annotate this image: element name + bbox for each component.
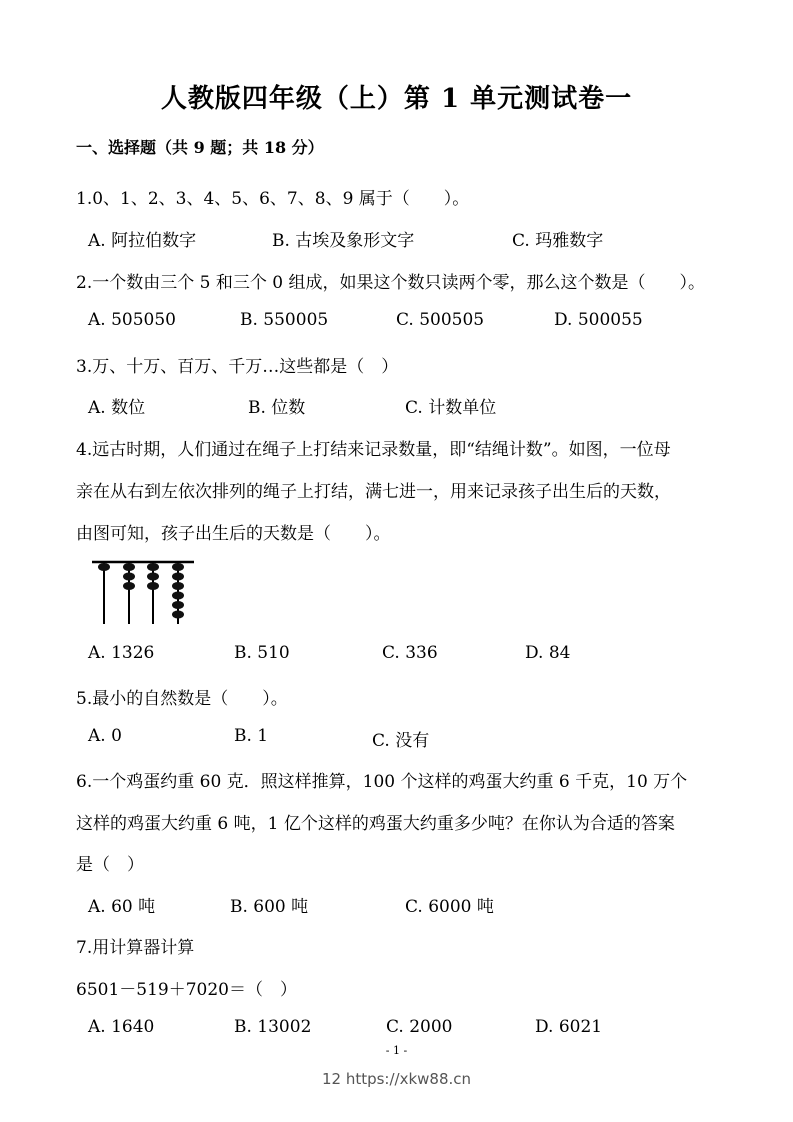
q6-option-c: C. 6000 吨 xyxy=(405,897,494,917)
question-2-stem: 2.一个数由三个 5 和三个 0 组成，如果这个数只读两个零，那么这个数是（ ）。 xyxy=(76,273,705,293)
question-4-stem-line-2: 亲在从右到左依次排列的绳子上打结，满七进一，用来记录孩子出生后的天数， xyxy=(76,482,671,502)
q7-option-b: B. 13002 xyxy=(234,1017,312,1037)
q3-option-b: B. 位数 xyxy=(248,398,306,418)
q2-option-c: C. 500505 xyxy=(396,310,485,330)
page-number: - 1 - xyxy=(385,1044,408,1057)
question-3-stem: 3.万、十万、百万、千万…这些都是（ ） xyxy=(76,357,399,377)
knot xyxy=(172,563,184,571)
q1-option-a: A. 阿拉伯数字 xyxy=(88,231,197,251)
q7-option-c: C. 2000 xyxy=(386,1017,453,1037)
q7-option-a: A. 1640 xyxy=(88,1017,155,1037)
q6-option-a: A. 60 吨 xyxy=(88,897,156,917)
q1-option-c: C. 玛雅数字 xyxy=(512,231,604,251)
knot xyxy=(172,573,184,581)
footer-watermark: 12 https://xkw88.cn xyxy=(321,1070,472,1088)
question-7-expression: 6501－519＋7020＝（ ） xyxy=(76,980,297,1000)
q4-option-b: B. 510 xyxy=(234,643,290,663)
question-6-stem-line-1: 6.一个鸡蛋约重 60 克．照这样推算，100 个这样的鸡蛋大约重 6 千克，10 万个 xyxy=(76,772,688,792)
q2-option-b: B. 550005 xyxy=(240,310,329,330)
q4-option-d: D. 84 xyxy=(525,643,571,663)
q5-option-c: C. 没有 xyxy=(372,731,430,751)
knot xyxy=(123,563,135,571)
q4-option-c: C. 336 xyxy=(382,643,438,663)
knot xyxy=(98,563,110,571)
q5-option-a: A. 0 xyxy=(88,726,122,746)
page-title: 人教版四年级（上）第 1 单元测试卷一 xyxy=(160,84,633,114)
q2-option-d: D. 500055 xyxy=(554,310,643,330)
knot xyxy=(172,592,184,600)
knot xyxy=(147,563,159,571)
knot xyxy=(147,582,159,590)
knot xyxy=(172,601,184,609)
question-4-stem-line-3: 由图可知，孩子出生后的天数是（ ）。 xyxy=(76,524,391,544)
q6-option-b: B. 600 吨 xyxy=(230,897,309,917)
question-6-stem-line-3: 是（ ） xyxy=(76,855,144,875)
q3-option-a: A. 数位 xyxy=(88,398,146,418)
q1-option-b: B. 古埃及象形文字 xyxy=(272,231,415,251)
knot xyxy=(172,582,184,590)
q5-option-b: B. 1 xyxy=(234,726,269,746)
q4-option-a: A. 1326 xyxy=(88,643,155,663)
knot xyxy=(123,573,135,581)
q2-option-a: A. 505050 xyxy=(88,310,176,330)
question-7-stem: 7.用计算器计算 xyxy=(76,938,195,958)
question-4-stem-line-1: 4.远古时期，人们通过在绳子上打结来记录数量，即“结绳计数”。如图，一位母 xyxy=(76,440,671,460)
knot xyxy=(147,573,159,581)
q3-option-c: C. 计数单位 xyxy=(405,398,497,418)
knot xyxy=(172,611,184,619)
question-6-stem-line-2: 这样的鸡蛋大约重 6 吨，1 亿个这样的鸡蛋大约重多少吨？在你认为合适的答案 xyxy=(76,814,675,834)
q7-option-d: D. 6021 xyxy=(535,1017,603,1037)
question-1-stem: 1.0、1、2、3、4、5、6、7、8、9 属于（ ）。 xyxy=(76,189,470,209)
question-5-stem: 5.最小的自然数是（ ）。 xyxy=(76,689,288,709)
section-heading: 一、选择题（共 9 题；共 18 分） xyxy=(76,138,324,157)
knot xyxy=(123,582,135,590)
knot-counting-figure xyxy=(90,556,200,628)
